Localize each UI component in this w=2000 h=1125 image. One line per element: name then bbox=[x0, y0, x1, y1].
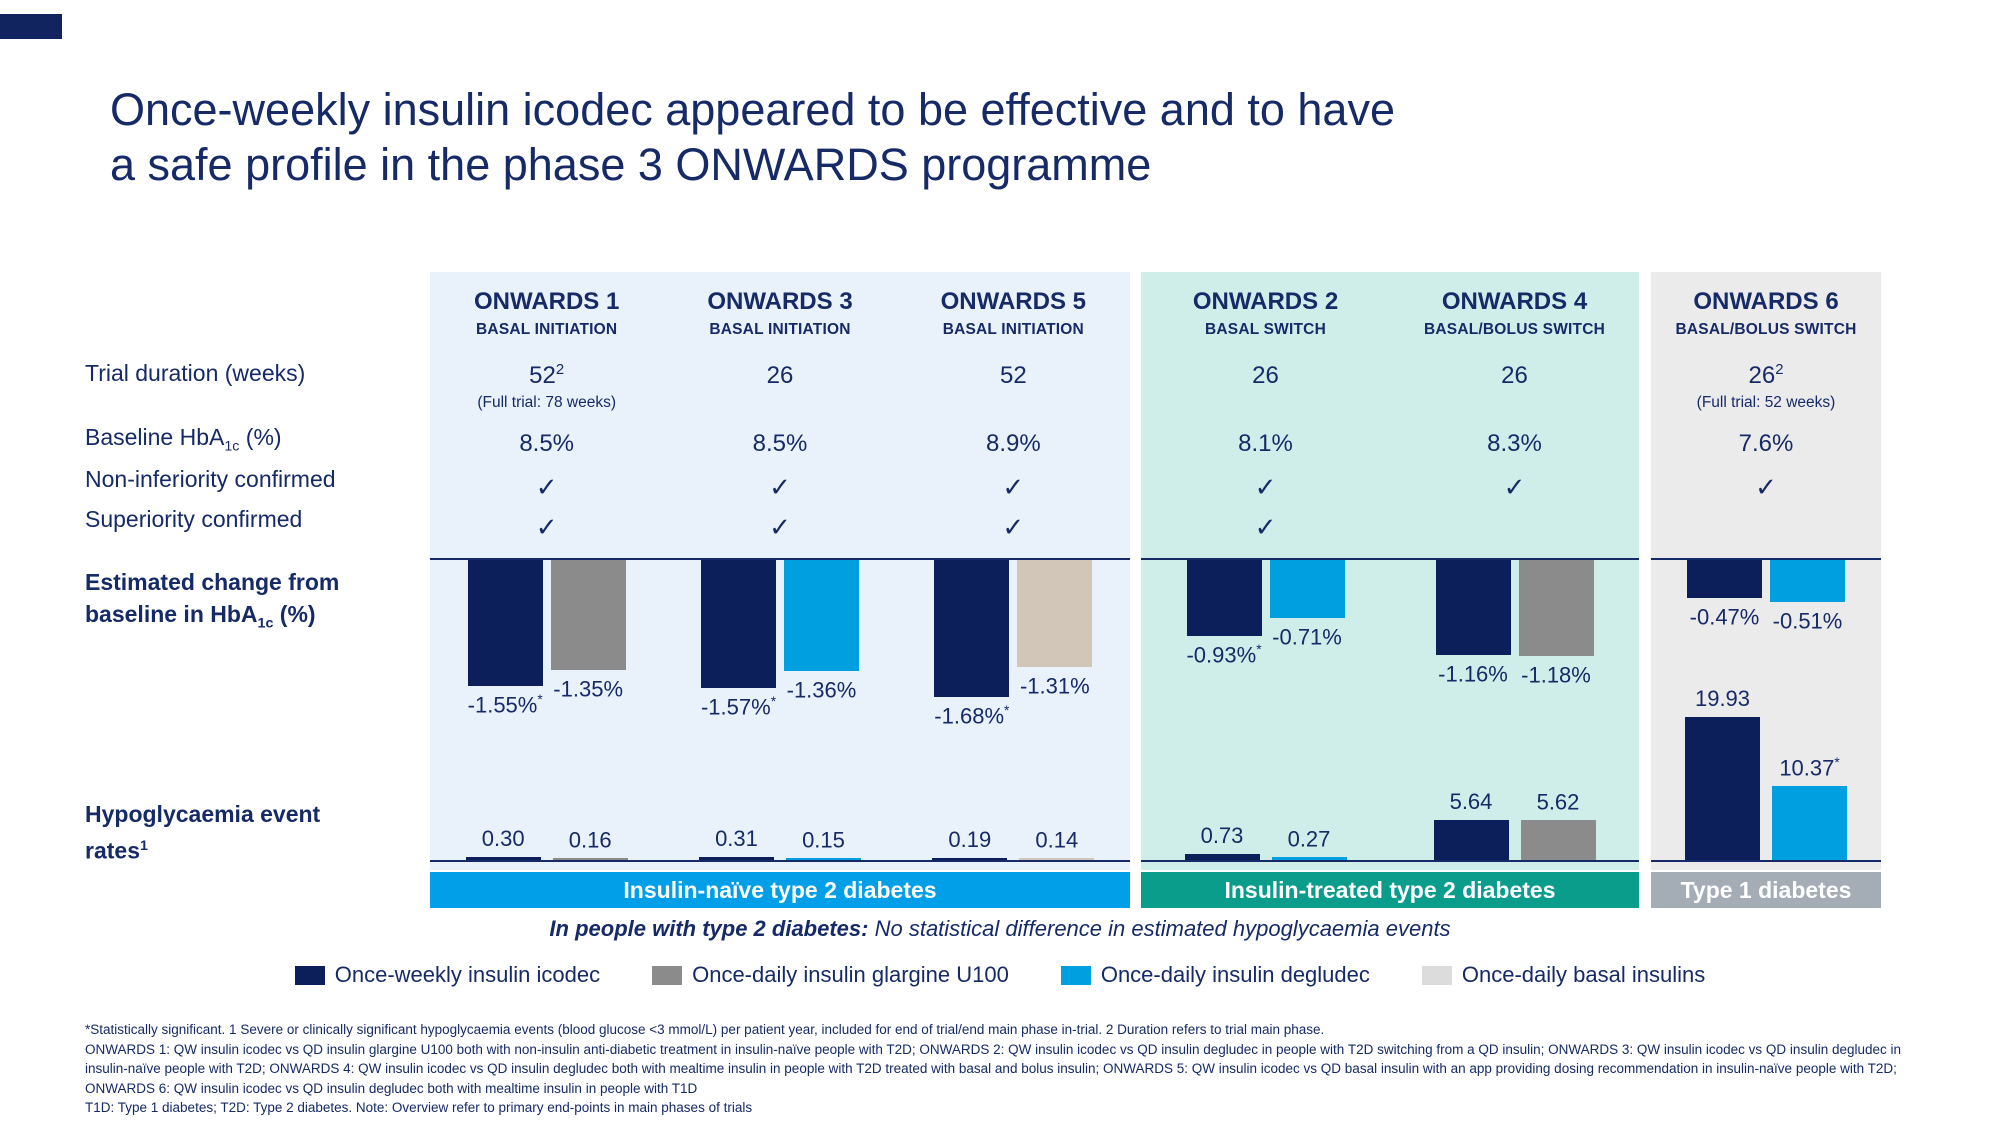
comparator-hba1c-value: -0.71% bbox=[1272, 624, 1342, 650]
hypo-rate-chart bbox=[1651, 686, 1881, 860]
comparator-hba1c-bar bbox=[1770, 560, 1845, 602]
icodec-hba1c-value: -0.47% bbox=[1689, 604, 1760, 630]
trial-type: BASAL/BOLUS SWITCH bbox=[1675, 321, 1857, 338]
trial-name: ONWARDS 4 bbox=[1441, 288, 1588, 315]
footnotes bbox=[85, 1020, 1930, 1118]
trial-name: ONWARDS 6 bbox=[1693, 288, 1839, 315]
comparator-hba1c-bar bbox=[551, 560, 626, 670]
trial-duration: 52 bbox=[999, 362, 1027, 389]
trial-baseline-hba1c: 8.3% bbox=[1487, 430, 1542, 457]
comparator-hypo-bar bbox=[1272, 857, 1347, 860]
trial-type: BASAL/BOLUS SWITCH bbox=[1424, 321, 1605, 338]
hba1c-change-chart bbox=[1651, 560, 1881, 634]
trial-duration-note: (Full trial: 78 weeks) bbox=[477, 394, 616, 411]
noninferiority-check: ✓ bbox=[1755, 472, 1777, 502]
icodec-hba1c-value: -1.16% bbox=[1438, 661, 1508, 687]
page-title-line1: Once-weekly insulin icodec appeared to be effective and to have bbox=[110, 84, 1395, 135]
icodec-hypo-value: 0.73 bbox=[1200, 823, 1244, 848]
trial-baseline-hba1c: 8.9% bbox=[985, 430, 1041, 457]
trial-duration: $52^2$ bbox=[529, 362, 565, 389]
comparator-hba1c-bar bbox=[784, 560, 859, 671]
legend-item-icodec: Once-weekly insulin icodec bbox=[295, 962, 600, 988]
legend-item-degludec: Once-daily insulin degludec bbox=[1061, 962, 1370, 988]
icodec-hba1c-value: -0.93%* bbox=[1186, 642, 1262, 668]
comparator-hypo-value: 0.27 bbox=[1287, 826, 1331, 851]
icodec-hypo-value: 0.30 bbox=[481, 826, 525, 851]
noninferiority-check: ✓ bbox=[1002, 472, 1025, 502]
hba1c-change-chart bbox=[663, 560, 896, 720]
comparator-hypo-bar bbox=[1521, 820, 1596, 860]
icodec-hypo-bar bbox=[1185, 854, 1260, 860]
comparator-hypo-bar bbox=[786, 858, 861, 860]
icodec-hypo-value: 0.19 bbox=[948, 827, 992, 852]
page-title bbox=[110, 82, 1395, 192]
row-label-noninferiority: Non-inferiority confirmed bbox=[85, 466, 336, 492]
row-label-trial-duration: Trial duration (weeks) bbox=[85, 360, 306, 386]
hypo-rate-chart bbox=[663, 700, 896, 860]
icodec-swatch bbox=[295, 966, 325, 985]
superiority-check: ✓ bbox=[1254, 512, 1277, 542]
icodec-hypo-bar bbox=[1685, 717, 1760, 860]
panel-type1-diabetes bbox=[1651, 272, 1881, 870]
type2-note: In people with type 2 diabetes: No statistical difference in estimated hypoglycaemia events bbox=[549, 916, 1451, 941]
legend bbox=[0, 962, 2000, 988]
icodec-hba1c-bar bbox=[934, 560, 1009, 697]
comparator-hypo-value: 0.14 bbox=[1035, 827, 1079, 852]
comparator-hba1c-bar bbox=[1270, 560, 1345, 618]
noninferiority-check: ✓ bbox=[1254, 472, 1277, 502]
comparator-hba1c-value: -1.36% bbox=[786, 677, 857, 703]
comparator-hba1c-bar bbox=[1017, 560, 1092, 667]
icodec-hypo-bar bbox=[466, 857, 541, 860]
trial-column-onwards-4 bbox=[1390, 272, 1639, 870]
trial-column-onwards-3 bbox=[663, 272, 896, 870]
icodec-hypo-value: 5.64 bbox=[1449, 789, 1493, 814]
trial-duration: 26 bbox=[766, 362, 794, 389]
trial-column-onwards-2 bbox=[1141, 272, 1390, 870]
row-label-superiority: Superiority confirmed bbox=[85, 506, 303, 532]
hba1c-change-chart bbox=[1390, 560, 1639, 688]
glargine-swatch bbox=[652, 966, 682, 985]
row-label-baseline-hba1c: Baseline HbA$_{1c}$ (%) bbox=[85, 424, 282, 455]
footnote-abbreviations: T1D: Type 1 diabetes; T2D: Type 2 diabetes. Note: Overview refer to primary end-points in main phases of trials bbox=[85, 1100, 753, 1115]
icodec-hba1c-value: -1.68%* bbox=[934, 703, 1010, 729]
page-title-line2: a safe profile in the phase 3 ONWARDS programme bbox=[110, 139, 1152, 190]
icodec-hba1c-value: -1.55%* bbox=[467, 692, 543, 718]
trial-baseline-hba1c: 8.5% bbox=[519, 430, 575, 457]
trial-duration: 26 bbox=[1252, 362, 1279, 389]
row-label-hba1c-change: Estimated change from baseline in HbA$_{1c}$ (%) bbox=[85, 569, 340, 632]
comparator-hypo-bar bbox=[553, 858, 628, 860]
hypo-rate-chart bbox=[430, 700, 663, 860]
hypo-rate-chart bbox=[897, 700, 1130, 860]
comparator-hba1c-value: -1.35% bbox=[553, 676, 624, 702]
basal-insulins-swatch bbox=[1422, 966, 1452, 985]
superiority-check: ✓ bbox=[1002, 512, 1025, 542]
comparator-hypo-value: 0.15 bbox=[802, 827, 845, 852]
trial-type: BASAL INITIATION bbox=[942, 321, 1084, 338]
legend-item-basal-insulins: Once-daily basal insulins bbox=[1422, 962, 1705, 988]
icodec-hba1c-value: -1.57%* bbox=[700, 694, 776, 720]
footnote-trial-descriptions: ONWARDS 1: QW insulin icodec vs QD insulin glargine U100 both with non-insulin anti-diabetic treatment in insulin-naïve people with T2D; ONWARDS 2: QW insulin icodec vs QD insulin degludec in people with T2D switching from a QD insulin; ONWARDS 3: QW insulin icodec vs QD insulin degludec in insulin-naïve people with T2D; ONWARDS 4: QW insulin icodec vs QD insulin degludec both with mealtime insulin in people with T2D treated with basal and bolus insulin; ONWARDS 5: QW insulin icodec vs QD basal insulin with an app providing dosing recommendation in insulin-naïve people with T2D; ONWARDS 6: QW insulin icodec vs QD insulin degludec both with mealtime insulin in people with T1D bbox=[85, 1041, 1902, 1096]
icodec-hba1c-bar bbox=[1687, 560, 1762, 598]
corner-accent-bar bbox=[0, 14, 62, 39]
superiority-check: ✓ bbox=[769, 512, 791, 542]
trial-baseline-hba1c: 8.5% bbox=[752, 430, 808, 457]
comparator-hypo-value: 0.16 bbox=[568, 827, 612, 852]
comparator-hba1c-bar bbox=[1519, 560, 1594, 656]
icodec-hba1c-bar bbox=[1436, 560, 1511, 655]
comparator-hypo-bar bbox=[1019, 858, 1094, 860]
trial-column-onwards-6 bbox=[1651, 272, 1881, 870]
panel-insulin-treated bbox=[1141, 272, 1639, 870]
icodec-hba1c-bar bbox=[701, 560, 776, 688]
trial-name: ONWARDS 1 bbox=[473, 288, 620, 315]
comparator-hypo-value: 5.62 bbox=[1536, 789, 1580, 814]
comparator-hypo-bar bbox=[1772, 786, 1847, 860]
icodec-hba1c-bar bbox=[1187, 560, 1262, 636]
trial-baseline-hba1c: 7.6% bbox=[1738, 430, 1794, 457]
icodec-hypo-bar bbox=[932, 858, 1007, 860]
icodec-hypo-bar bbox=[1434, 820, 1509, 860]
hba1c-change-chart bbox=[1141, 560, 1390, 668]
noninferiority-check: ✓ bbox=[1503, 472, 1526, 502]
trial-duration: 26 bbox=[1501, 362, 1528, 389]
band-type1-diabetes: Type 1 diabetes bbox=[1651, 872, 1881, 908]
band-insulin-naive: Insulin-naïve type 2 diabetes bbox=[430, 872, 1130, 908]
hba1c-change-chart bbox=[430, 560, 663, 718]
trial-duration-note: (Full trial: 52 weeks) bbox=[1696, 394, 1836, 411]
row-label-hypo-rates: Hypoglycaemia event rates$^1$ bbox=[85, 801, 321, 864]
trial-column-onwards-1 bbox=[430, 272, 663, 870]
trial-type: BASAL SWITCH bbox=[1205, 321, 1326, 338]
comparator-hba1c-value: -0.51% bbox=[1772, 608, 1843, 634]
footnote-significance: *Statistically significant. 1 Severe or clinically significant hypoglycaemia events (blood glucose <3 mmol/L) per patient year, included for end of trial/end main phase in-trial. 2 Duration refers to trial main phase. bbox=[85, 1022, 1325, 1037]
panel-insulin-naive bbox=[430, 272, 1130, 870]
noninferiority-check: ✓ bbox=[535, 472, 558, 502]
band-insulin-treated: Insulin-treated type 2 diabetes bbox=[1141, 872, 1639, 908]
degludec-swatch bbox=[1061, 966, 1091, 985]
icodec-hypo-value: 19.93 bbox=[1694, 686, 1751, 711]
trial-baseline-hba1c: 8.1% bbox=[1238, 430, 1293, 457]
icodec-hypo-bar bbox=[699, 857, 774, 860]
legend-item-glargine: Once-daily insulin glargine U100 bbox=[652, 962, 1009, 988]
trial-duration: $26^2$ bbox=[1748, 362, 1784, 389]
trial-column-onwards-5 bbox=[897, 272, 1130, 870]
comparator-hypo-value: 10.37* bbox=[1779, 754, 1840, 780]
trial-name: ONWARDS 5 bbox=[940, 288, 1086, 315]
icodec-hypo-value: 0.31 bbox=[715, 826, 758, 851]
trial-type: BASAL INITIATION bbox=[476, 321, 618, 338]
hypo-rate-chart bbox=[1390, 700, 1639, 860]
noninferiority-check: ✓ bbox=[769, 472, 791, 502]
hypo-rate-chart bbox=[1141, 700, 1390, 860]
trial-type: BASAL INITIATION bbox=[709, 321, 851, 338]
comparator-hba1c-value: -1.18% bbox=[1521, 662, 1591, 688]
superiority-check: ✓ bbox=[535, 512, 558, 542]
icodec-hba1c-bar bbox=[468, 560, 543, 686]
trial-name: ONWARDS 2 bbox=[1192, 288, 1339, 315]
comparator-hba1c-value: -1.31% bbox=[1019, 673, 1090, 699]
trial-name: ONWARDS 3 bbox=[707, 288, 853, 315]
